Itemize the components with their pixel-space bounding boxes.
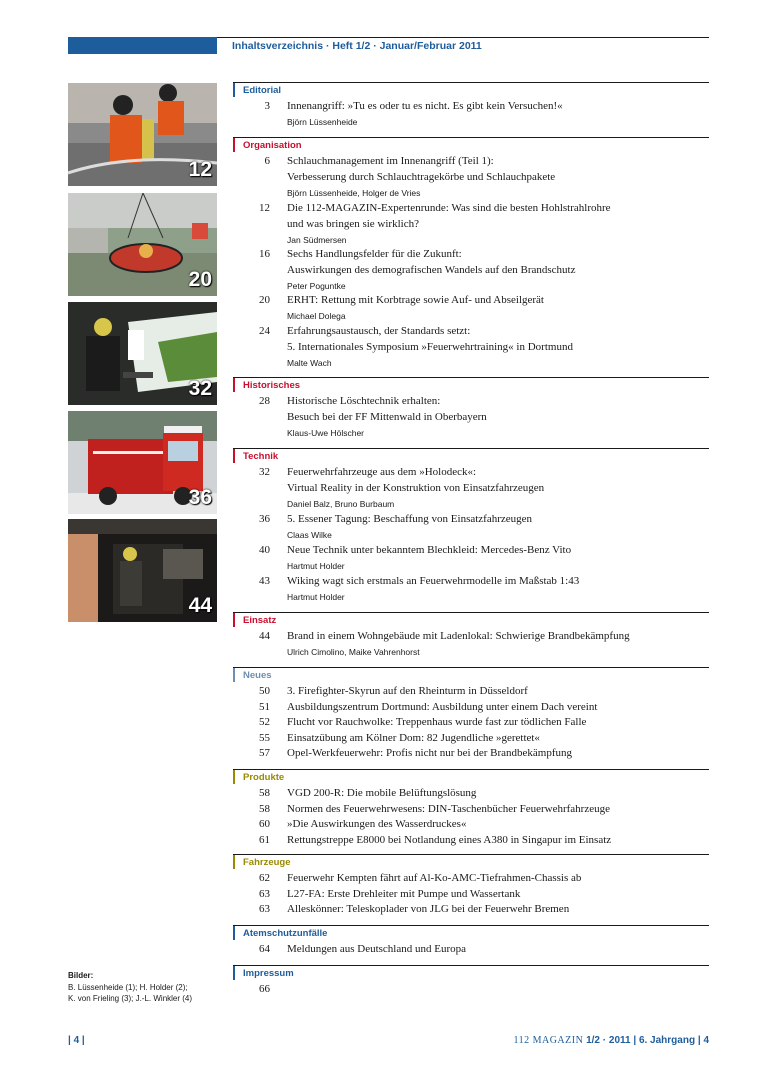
page-number: 20 <box>259 294 270 306</box>
footer-magazine-name: 112 MAGAZIN <box>513 1035 584 1046</box>
entry-title: Ausbildungszentrum Dortmund: Ausbildung unter einem Dach vereint <box>287 700 598 713</box>
page-title: Inhaltsverzeichnis · Heft 1/2 · Januar/Februar 2011 <box>232 40 482 52</box>
section-label: Editorial <box>243 85 282 96</box>
photo-page-number: 44 <box>188 594 212 617</box>
entry-title: 5. Essener Tagung: Beschaffung von Einsatzfahrzeugen <box>287 513 533 525</box>
footer-page-number: | 4 | <box>68 1035 85 1046</box>
section-marker <box>233 668 235 682</box>
section-rule <box>233 965 709 966</box>
page-number: 3 <box>264 100 270 112</box>
section-label: Fahrzeuge <box>243 857 291 868</box>
page-number: 50 <box>259 685 270 697</box>
section-label: Neues <box>243 670 272 681</box>
section-rule <box>233 82 709 83</box>
photo-page-number: 20 <box>188 268 212 291</box>
page-number: 55 <box>259 731 270 744</box>
page-number: 16 <box>259 248 270 260</box>
entry-title: Auswirkungen des demografischen Wandels auf den Brandschutz <box>287 263 576 276</box>
footer-volume: 6. Jahrgang <box>638 1035 696 1046</box>
section-label: Atemschutzunfälle <box>243 928 328 939</box>
entry-title: Virtual Reality in der Konstruktion von Einsatzfahrzeugen <box>287 481 545 494</box>
section-label: Historisches <box>243 380 301 391</box>
credits-line: B. Lüssenheide (1); H. Holder (2); <box>68 982 188 992</box>
entry-title: L27-FA: Erste Drehleiter mit Pumpe und Wassertank <box>287 887 521 900</box>
page-number: 66 <box>259 983 270 995</box>
section-label: Einsatz <box>243 615 277 626</box>
section-marker <box>233 966 235 980</box>
entry-title: Die 112-MAGAZIN-Expertenrunde: Was sind die besten Hohlstrahlrohre <box>287 202 611 214</box>
page-number: 28 <box>259 395 270 407</box>
entry-title: Normen des Feuerwehrwesens: DIN-Taschenbücher Feuerwehrfahrzeuge <box>287 802 610 815</box>
section-rule <box>233 377 709 378</box>
section-rule <box>233 925 709 926</box>
photo-firefighters-hoses <box>68 83 217 186</box>
entry-author: Björn Lüssenheide, Holger de Vries <box>287 188 421 198</box>
section-marker <box>233 449 235 463</box>
photo-page-number: 36 <box>188 486 212 509</box>
section-rule <box>233 854 709 855</box>
section-marker <box>233 83 235 97</box>
entry-title: Rettungstreppe E8000 bei Notlandung eines A380 in Singapur im Einsatz <box>287 833 612 846</box>
entry-author: Hartmut Holder <box>287 561 345 571</box>
section-label: Produkte <box>243 772 285 783</box>
footer-issue: 1/2 · 2011 <box>586 1035 631 1046</box>
page-number: 60 <box>259 818 270 830</box>
entry-title: Meldungen aus Deutschland und Europa <box>287 943 467 955</box>
entry-author: Malte Wach <box>287 358 332 368</box>
entry-title: Feuerwehrfahrzeuge aus dem »Holodeck«: <box>287 466 477 478</box>
entry-author: Klaus-Uwe Hölscher <box>287 428 364 438</box>
page-number: 44 <box>259 630 270 642</box>
page-number: 24 <box>259 325 270 337</box>
entry-author: Claas Wilke <box>287 530 332 540</box>
page-number: 64 <box>259 943 270 955</box>
page-number: 51 <box>259 700 270 713</box>
entry-title: Feuerwehr Kempten fährt auf Al-Ko-AMC-Tiefrahmen-Chassis ab <box>287 872 582 884</box>
entry-title: Erfahrungsaustausch, der Standards setzt: <box>287 325 471 337</box>
header-color-bar <box>68 37 217 54</box>
entry-author: Daniel Balz, Bruno Burbaum <box>287 499 395 509</box>
entry-title: Brand in einem Wohngebäude mit Ladenlokal: Schwierige Brandbekämpfung <box>287 630 630 642</box>
photo-stretcher-rescue <box>68 193 217 296</box>
photo-page-number: 32 <box>188 377 212 400</box>
entry-title: Alleskönner: Teleskoplader von JLG bei der Feuerwehr Bremen <box>287 903 570 915</box>
page-number: 63 <box>259 903 270 915</box>
page-number: 58 <box>259 787 270 799</box>
entry-title: Einsatzübung am Kölner Dom: 82 Jugendliche »gerettet« <box>287 731 540 744</box>
page-number: 6 <box>264 155 270 167</box>
section-label: Organisation <box>243 140 302 151</box>
section-marker <box>233 855 235 869</box>
entry-title: Sechs Handlungsfelder für die Zukunft: <box>287 248 462 260</box>
page-number: 40 <box>259 544 270 556</box>
entry-title: VGD 200-R: Die mobile Belüftungslösung <box>287 787 477 799</box>
section-rule <box>233 137 709 138</box>
entry-author: Jan Südmersen <box>287 235 347 245</box>
image-credits <box>68 970 192 1005</box>
entry-author: Hartmut Holder <box>287 592 345 602</box>
credits-title: Bilder: <box>68 971 94 980</box>
entry-title: »Die Auswirkungen des Wasserdruckes« <box>287 818 467 830</box>
entry-title: Besuch bei der FF Mittenwald in Oberbayern <box>287 410 487 423</box>
section-marker <box>233 613 235 627</box>
entry-title: Historische Löschtechnik erhalten: <box>287 395 441 407</box>
photo-virtual-reality <box>68 302 217 405</box>
header-rule <box>217 37 709 38</box>
page-number: 36 <box>259 513 270 525</box>
section-rule <box>233 448 709 449</box>
photo-burnt-room <box>68 519 217 622</box>
entry-title: Schlauchmanagement im Innenangriff (Teil 1): <box>287 155 494 167</box>
photo-fire-truck <box>68 411 217 514</box>
entry-title: Wiking wagt sich erstmals an Feuerwehrmodelle im Maßstab 1:43 <box>287 575 580 587</box>
page-number: 43 <box>259 575 270 587</box>
page-number: 61 <box>259 833 270 846</box>
section-marker <box>233 770 235 784</box>
entry-title: und was bringen sie wirklich? <box>287 217 419 230</box>
section-label: Impressum <box>243 968 294 979</box>
entry-title: ERHT: Rettung mit Korbtrage sowie Auf- und Abseilgerät <box>287 294 544 306</box>
section-marker <box>233 926 235 940</box>
page-number: 58 <box>259 802 270 815</box>
section-marker <box>233 138 235 152</box>
entry-title: Verbesserung durch Schlauchtragekörbe und Schlauchpakete <box>287 170 556 183</box>
footer-page: 4 <box>703 1035 709 1046</box>
entry-title: 5. Internationales Symposium »Feuerwehrtraining« in Dortmund <box>287 340 573 353</box>
entry-title: Innenangriff: »Tu es oder tu es nicht. Es gibt kein Versuchen!« <box>287 100 563 112</box>
footer-issue-info: 112 MAGAZIN 1/2 · 2011 | 6. Jahrgang | 4 <box>513 1035 709 1046</box>
section-marker <box>233 378 235 392</box>
page-number: 57 <box>259 747 270 759</box>
page-number: 32 <box>259 466 270 478</box>
page-number: 63 <box>259 887 270 900</box>
entry-title: Neue Technik unter bekanntem Blechkleid: Mercedes-Benz Vito <box>287 544 572 556</box>
entry-author: Peter Poguntke <box>287 281 346 291</box>
section-label: Technik <box>243 451 279 462</box>
page-number: 62 <box>259 872 270 884</box>
entry-author: Michael Dolega <box>287 311 346 321</box>
section-rule <box>233 667 709 668</box>
page-number: 52 <box>259 716 270 728</box>
entry-title: Flucht vor Rauchwolke: Treppenhaus wurde fast zur tödlichen Falle <box>287 716 587 728</box>
photo-page-number: 12 <box>188 158 212 181</box>
credits-line: K. von Frieling (3); J.-L. Winkler (4) <box>68 994 193 1003</box>
entry-title: Opel-Werkfeuerwehr: Profis nicht nur bei der Brandbekämpfung <box>287 747 573 759</box>
section-rule <box>233 769 709 770</box>
entry-author: Björn Lüssenheide <box>287 117 358 127</box>
entry-title: 3. Firefighter-Skyrun auf den Rheinturm in Düsseldorf <box>287 685 528 697</box>
page-number: 12 <box>259 202 270 214</box>
section-rule <box>233 612 709 613</box>
entry-author: Ulrich Cimolino, Maike Vahrenhorst <box>287 647 420 657</box>
